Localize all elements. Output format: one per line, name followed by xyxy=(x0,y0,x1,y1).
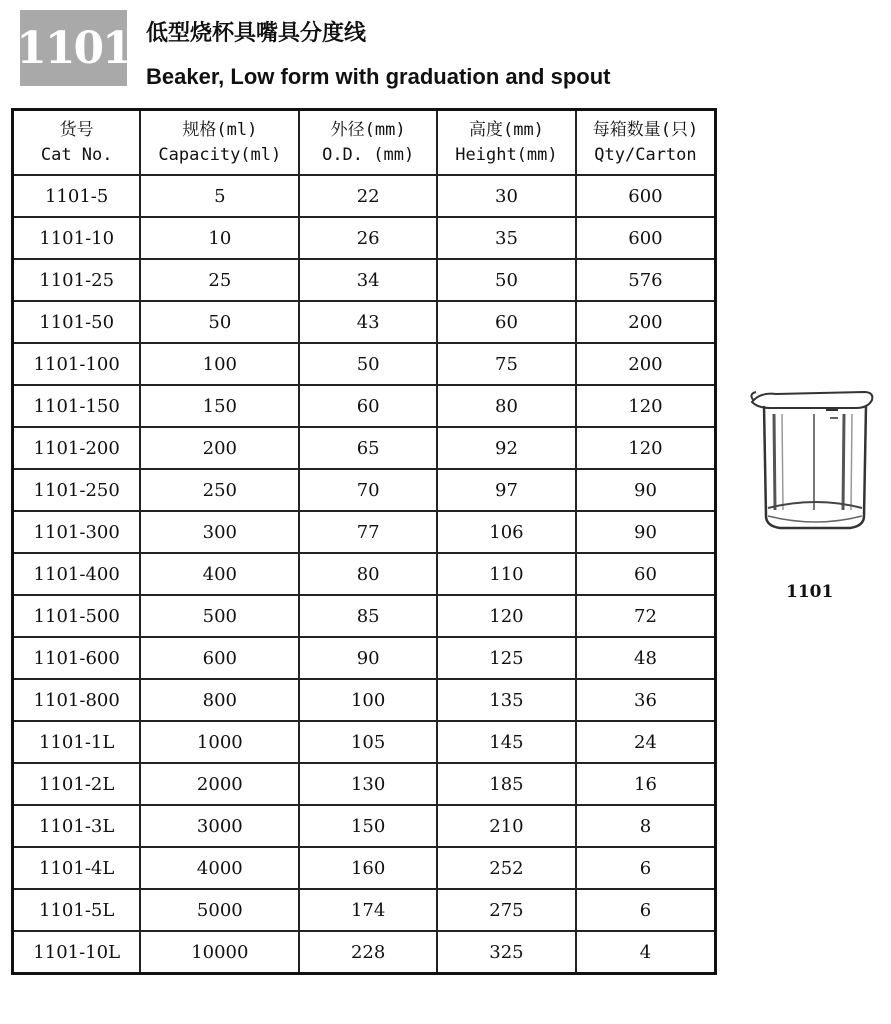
table-cell: 50 xyxy=(437,259,576,301)
table-cell: 50 xyxy=(140,301,299,343)
table-cell: 1101-4L xyxy=(13,847,141,889)
table-cell: 72 xyxy=(576,595,716,637)
table-cell: 1101-400 xyxy=(13,553,141,595)
catalog-number-badge xyxy=(16,10,131,86)
column-header xyxy=(299,110,437,176)
table-cell: 125 xyxy=(437,637,576,679)
table-cell: 120 xyxy=(437,595,576,637)
column-header-en: Capacity(ml) xyxy=(158,144,282,165)
table-cell: 22 xyxy=(299,175,437,217)
table-cell: 500 xyxy=(140,595,299,637)
table-cell: 275 xyxy=(437,889,576,931)
table-cell: 160 xyxy=(299,847,437,889)
table-row xyxy=(13,553,716,595)
table-cell: 16 xyxy=(576,763,716,805)
table-cell: 4000 xyxy=(140,847,299,889)
table-cell: 70 xyxy=(299,469,437,511)
table-row xyxy=(13,259,716,301)
table-cell: 105 xyxy=(299,721,437,763)
table-cell: 145 xyxy=(437,721,576,763)
table-cell: 150 xyxy=(140,385,299,427)
table-cell: 90 xyxy=(576,469,716,511)
table-cell: 228 xyxy=(299,931,437,974)
table-cell: 1101-100 xyxy=(13,343,141,385)
table-cell: 35 xyxy=(437,217,576,259)
table-cell: 135 xyxy=(437,679,576,721)
table-cell: 576 xyxy=(576,259,716,301)
table-cell: 10000 xyxy=(140,931,299,974)
table-cell: 800 xyxy=(140,679,299,721)
table-cell: 1101-200 xyxy=(13,427,141,469)
table-row xyxy=(13,595,716,637)
table-row xyxy=(13,805,716,847)
table-cell: 325 xyxy=(437,931,576,974)
table-row xyxy=(13,469,716,511)
table-cell: 6 xyxy=(576,847,716,889)
table-cell: 120 xyxy=(576,385,716,427)
column-header-en: O.D. (mm) xyxy=(322,144,415,165)
table-row xyxy=(13,217,716,259)
table-cell: 80 xyxy=(437,385,576,427)
table-cell: 24 xyxy=(576,721,716,763)
table-cell: 34 xyxy=(299,259,437,301)
table-cell: 1101-1L xyxy=(13,721,141,763)
table-cell: 1101-50 xyxy=(13,301,141,343)
table-cell: 106 xyxy=(437,511,576,553)
title-english: Beaker, Low form with graduation and spout xyxy=(146,64,611,89)
table-cell: 90 xyxy=(576,511,716,553)
table-cell: 92 xyxy=(437,427,576,469)
table-cell: 120 xyxy=(576,427,716,469)
table-cell: 1101-10L xyxy=(13,931,141,974)
table-cell: 174 xyxy=(299,889,437,931)
table-cell: 1101-5L xyxy=(13,889,141,931)
table-cell: 43 xyxy=(299,301,437,343)
table-cell: 252 xyxy=(437,847,576,889)
table-row xyxy=(13,301,716,343)
table-cell: 1101-500 xyxy=(13,595,141,637)
table-row xyxy=(13,175,716,217)
table-cell: 8 xyxy=(576,805,716,847)
column-header-cn: 外径(mm) xyxy=(330,119,406,140)
table-cell: 80 xyxy=(299,553,437,595)
table-cell: 1101-10 xyxy=(13,217,141,259)
table-row xyxy=(13,427,716,469)
column-header-en: Height(mm) xyxy=(455,144,558,165)
table-cell: 48 xyxy=(576,637,716,679)
table-cell: 185 xyxy=(437,763,576,805)
table-cell: 2000 xyxy=(140,763,299,805)
table-cell: 36 xyxy=(576,679,716,721)
column-header-cn: 规格(ml) xyxy=(182,119,258,140)
table-cell: 1101-150 xyxy=(13,385,141,427)
table-cell: 1101-600 xyxy=(13,637,141,679)
table-row xyxy=(13,847,716,889)
table-cell: 30 xyxy=(437,175,576,217)
table-cell: 25 xyxy=(140,259,299,301)
table-cell: 250 xyxy=(140,469,299,511)
table-cell: 1101-25 xyxy=(13,259,141,301)
table-cell: 400 xyxy=(140,553,299,595)
table-cell: 1101-3L xyxy=(13,805,141,847)
specification-table xyxy=(11,108,717,975)
table-cell: 1101-250 xyxy=(13,469,141,511)
column-header-cn: 高度(mm) xyxy=(468,119,544,140)
table-cell: 1101-2L xyxy=(13,763,141,805)
table-row xyxy=(13,511,716,553)
table-cell: 100 xyxy=(299,679,437,721)
table-cell: 50 xyxy=(299,343,437,385)
column-header-cn: 每箱数量(只) xyxy=(592,119,699,140)
column-header xyxy=(140,110,299,176)
table-cell: 600 xyxy=(140,637,299,679)
table-cell: 150 xyxy=(299,805,437,847)
table-row xyxy=(13,931,716,974)
table-cell: 60 xyxy=(576,553,716,595)
table-cell: 65 xyxy=(299,427,437,469)
table-cell: 130 xyxy=(299,763,437,805)
table-row xyxy=(13,385,716,427)
table-cell: 4 xyxy=(576,931,716,974)
table-cell: 3000 xyxy=(140,805,299,847)
table-cell: 210 xyxy=(437,805,576,847)
table-cell: 60 xyxy=(299,385,437,427)
table-cell: 75 xyxy=(437,343,576,385)
table-cell: 1101-300 xyxy=(13,511,141,553)
column-header xyxy=(437,110,576,176)
table-cell: 5 xyxy=(140,175,299,217)
table-cell: 60 xyxy=(437,301,576,343)
table-cell: 300 xyxy=(140,511,299,553)
figure-label: 1101 xyxy=(786,582,834,602)
table-cell: 1101-800 xyxy=(13,679,141,721)
title-chinese: 低型烧杯具嘴具分度线 xyxy=(146,21,367,46)
table-cell: 5000 xyxy=(140,889,299,931)
column-header xyxy=(576,110,716,176)
table-cell: 6 xyxy=(576,889,716,931)
table-row xyxy=(13,679,716,721)
table-row xyxy=(13,637,716,679)
table-row xyxy=(13,343,716,385)
table-body xyxy=(13,175,716,974)
table-cell: 26 xyxy=(299,217,437,259)
catalog-number: 1101 xyxy=(16,22,131,74)
table-cell: 600 xyxy=(576,217,716,259)
table-cell: 1000 xyxy=(140,721,299,763)
table-cell: 1101-5 xyxy=(13,175,141,217)
table-cell: 77 xyxy=(299,511,437,553)
table-cell: 110 xyxy=(437,553,576,595)
table-cell: 200 xyxy=(576,301,716,343)
table-header-row xyxy=(13,110,716,176)
table-row xyxy=(13,889,716,931)
table-cell: 90 xyxy=(299,637,437,679)
table-row xyxy=(13,763,716,805)
column-header-en: Qty/Carton xyxy=(594,144,697,165)
table-row xyxy=(13,721,716,763)
column-header xyxy=(13,110,141,176)
column-header-en: Cat No. xyxy=(40,144,113,165)
table-cell: 200 xyxy=(140,427,299,469)
column-header-cn: 货号 xyxy=(59,119,94,140)
table-cell: 200 xyxy=(576,343,716,385)
table-cell: 600 xyxy=(576,175,716,217)
beaker-icon xyxy=(746,384,876,534)
table-cell: 97 xyxy=(437,469,576,511)
table-cell: 85 xyxy=(299,595,437,637)
table-cell: 100 xyxy=(140,343,299,385)
table-cell: 10 xyxy=(140,217,299,259)
